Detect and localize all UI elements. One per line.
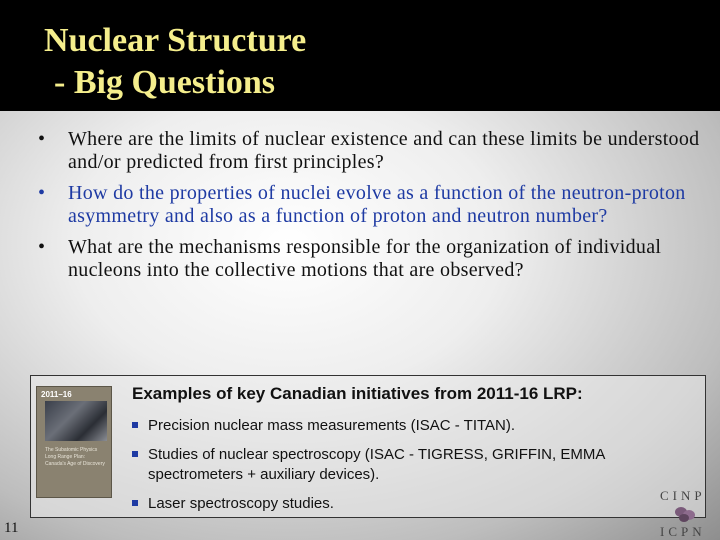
bullet-list — [38, 128, 710, 290]
slide-title-line2: - Big Questions — [54, 64, 276, 101]
square-bullet-icon — [132, 422, 138, 428]
square-bullet-icon — [132, 500, 138, 506]
square-bullet-icon — [132, 451, 138, 457]
bullet-marker: • — [38, 182, 46, 204]
cinp-logo — [654, 488, 716, 540]
logo-bottom-text: ICPN — [660, 524, 706, 539]
cinp-emblem-icon — [672, 504, 698, 524]
bullet-text: How do the properties of nuclei evolve as a function of the neutron-proton asymmetry and also as a function of proton and neutron number? — [68, 182, 686, 227]
book-year: 2011–16 — [41, 390, 72, 399]
bullet-marker: • — [38, 128, 46, 150]
logo-top-text: CINP — [660, 488, 706, 503]
bullet-item — [38, 236, 710, 282]
list-item-text: Studies of nuclear spectroscopy (ISAC - TIGRESS, GRIFFIN, EMMA spectrometers + auxiliary devices). — [148, 446, 605, 483]
slide-title-line1: Nuclear Structure — [44, 22, 307, 59]
list-item-text: Precision nuclear mass measurements (ISAC - TITAN). — [148, 417, 516, 434]
page-number: 11 — [4, 520, 19, 536]
list-item — [132, 445, 702, 485]
book-caption: The Subatomic Physics Long Range Plan: Canada's Age of Discovery — [45, 447, 105, 467]
title-band — [0, 0, 720, 111]
lrp-book-cover-image — [36, 386, 112, 498]
bullet-item — [38, 128, 710, 174]
list-item — [132, 416, 702, 436]
list-item-text: Laser spectroscopy studies. — [148, 495, 334, 512]
bullet-marker: • — [38, 236, 46, 258]
examples-heading: Examples of key Canadian initiatives from 2011-16 LRP: — [132, 384, 583, 403]
book-photo — [45, 401, 107, 441]
list-item — [132, 494, 702, 514]
bullet-text: Where are the limits of nuclear existence and can these limits be understood and/or predicted from first principles? — [68, 128, 700, 173]
examples-list — [132, 416, 702, 523]
bullet-item — [38, 182, 710, 228]
bullet-text: What are the mechanisms responsible for the organization of individual nucleons into the collective motions that are observed? — [68, 236, 662, 281]
